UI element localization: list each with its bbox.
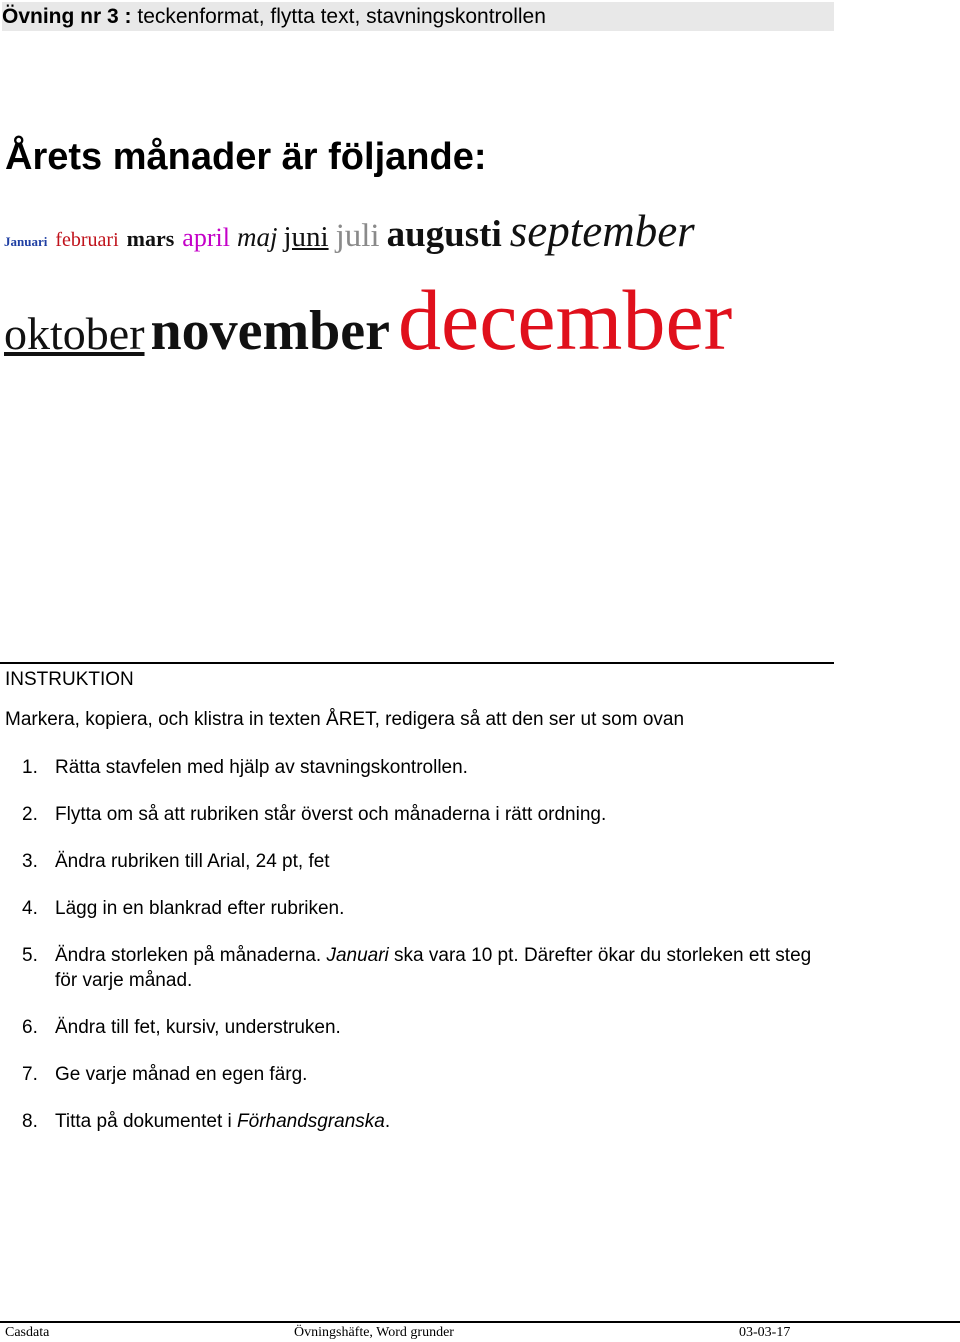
month-december: december: [398, 272, 733, 368]
footer-document-title: Övningshäfte, Word grunder: [294, 1325, 454, 1340]
step-text: Flytta om så att rubriken står överst och månaderna i rätt ordning.: [55, 804, 607, 825]
step-number: 8.: [22, 1111, 38, 1132]
page-title: Årets månader är följande:: [5, 136, 487, 178]
step-item: [22, 802, 822, 827]
step-text: Rätta stavfelen med hjälp av stavningskontrollen.: [55, 757, 468, 778]
exercise-separator: :: [118, 5, 138, 28]
instruction-divider: [0, 662, 834, 664]
month-februari: februari: [55, 229, 119, 251]
step-item: [22, 755, 822, 780]
step-number: 2.: [22, 804, 38, 825]
instruction-title: INSTRUKTION: [5, 669, 134, 690]
step-number: 6.: [22, 1017, 38, 1038]
step-text: [55, 1109, 822, 1134]
exercise-number: Övning nr 3: [2, 5, 119, 28]
month-september: september: [509, 206, 695, 256]
step-item: [22, 1015, 822, 1040]
step-item: [22, 1109, 822, 1134]
months-line-1: [4, 205, 695, 265]
step-text-suffix: .: [384, 1111, 391, 1132]
month-januari: Januari: [4, 234, 48, 249]
step-text: Ändra rubriken till Arial, 24 pt, fet: [55, 851, 330, 872]
instruction-steps: [22, 755, 822, 1156]
step-text-suffix: ska vara 10 pt. Därefter ökar du storleken ett steg för varje månad.: [55, 945, 812, 991]
step-item: [22, 1062, 822, 1087]
step-item: [22, 849, 822, 874]
step-number: 3.: [22, 851, 38, 872]
month-juli: juli: [335, 218, 380, 254]
step-text-prefix: Ändra storleken på månaderna.: [55, 945, 327, 966]
step-text: Lägg in en blankrad efter rubriken.: [55, 898, 345, 919]
exercise-topics: teckenformat, flytta text, stavningskontrollen: [137, 5, 546, 28]
month-oktober: oktober: [4, 308, 145, 359]
step-number: 7.: [22, 1064, 38, 1085]
footer-company: Casdata: [5, 1325, 50, 1340]
step-text: Ge varje månad en egen färg.: [55, 1064, 308, 1085]
month-november: november: [150, 300, 391, 362]
month-juni: juni: [283, 221, 329, 253]
step-text: Ändra till fet, kursiv, understruken.: [55, 1017, 341, 1038]
month-augusti: augusti: [386, 214, 502, 255]
month-april: april: [182, 223, 230, 252]
step-item: [22, 896, 822, 921]
step-text: [55, 943, 822, 993]
step-text-italic: Januari: [326, 945, 389, 966]
month-maj: maj: [236, 222, 278, 252]
step-item: [22, 943, 822, 993]
months-line-2: [4, 270, 733, 368]
step-number: 5.: [22, 945, 38, 966]
step-number: 4.: [22, 898, 38, 919]
month-mars: mars: [126, 226, 175, 251]
step-text-prefix: Titta på dokumentet i: [55, 1111, 238, 1132]
footer-divider: [0, 1321, 960, 1323]
instruction-intro: Markera, kopiera, och klistra in texten ÅRET, redigera så att den ser ut som ovan: [5, 709, 685, 730]
exercise-header: [2, 2, 834, 31]
footer-date: 03-03-17: [739, 1325, 791, 1340]
step-number: 1.: [22, 757, 38, 778]
step-text-italic: Förhandsgranska: [237, 1111, 385, 1132]
